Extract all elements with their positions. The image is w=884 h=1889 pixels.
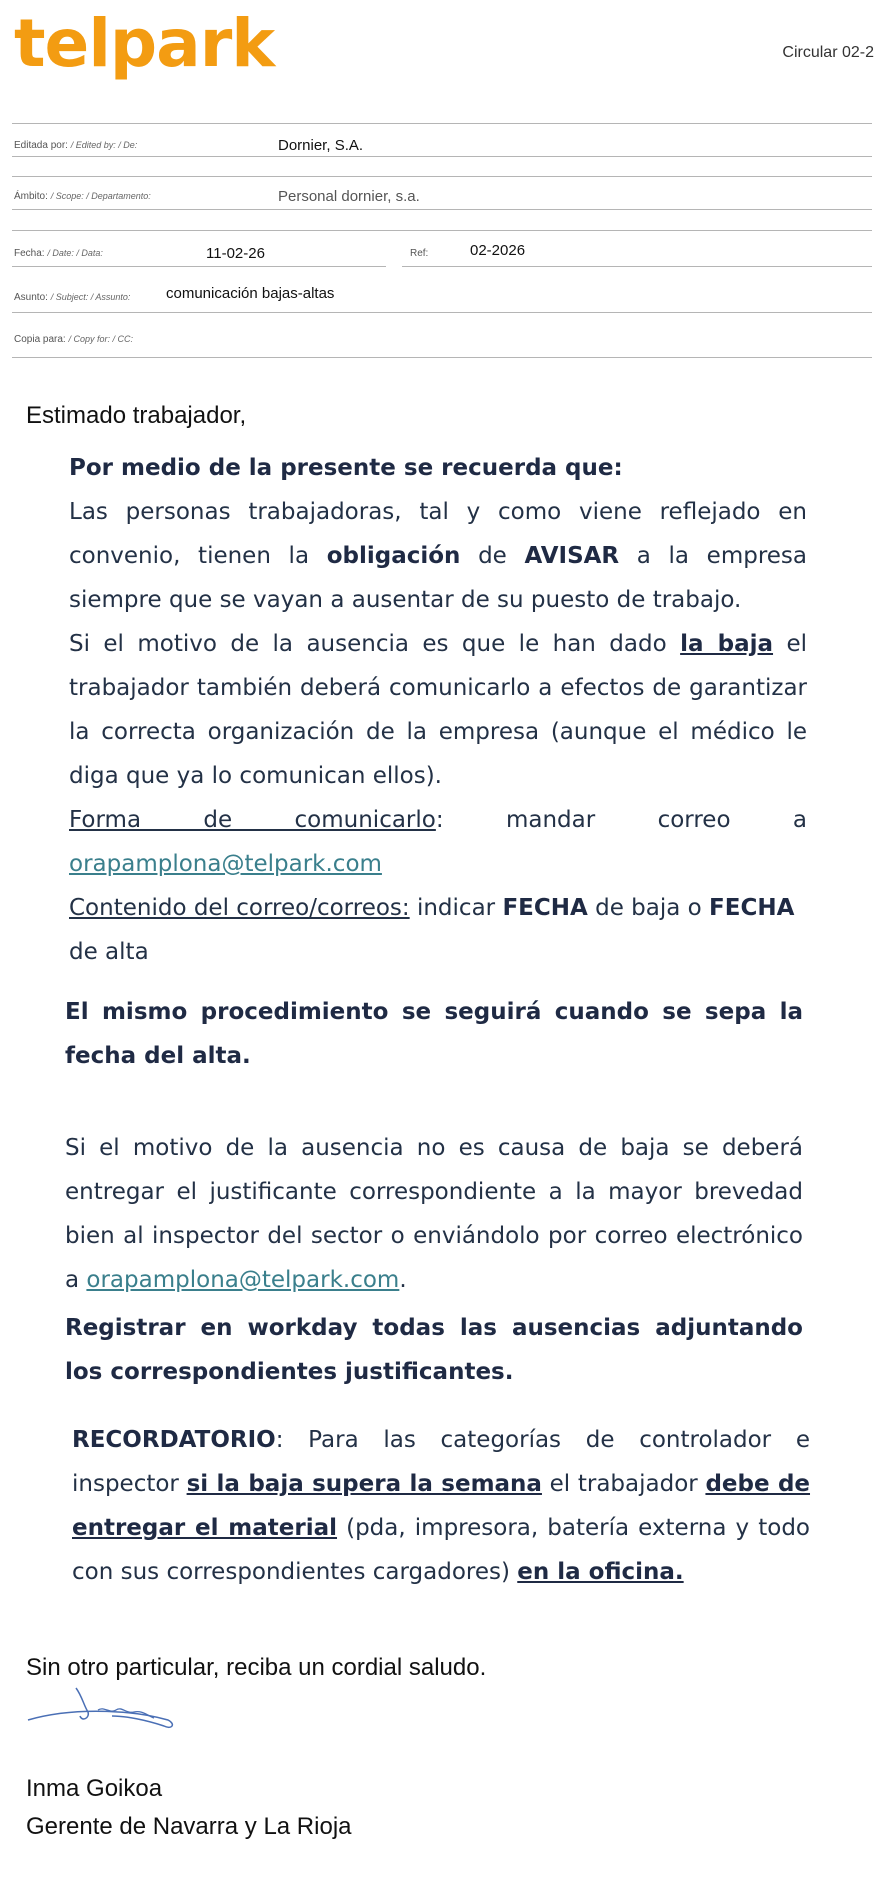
signer-title: Gerente de Navarra y La Rioja: [26, 1813, 352, 1840]
p4-d: de alta: [69, 939, 149, 965]
date-value: 11-02-26: [206, 245, 265, 262]
p6-b: .: [399, 1267, 407, 1293]
divider: [12, 209, 872, 210]
signature-image: [26, 1680, 186, 1740]
edited-by-label-main: Editada por:: [14, 140, 68, 151]
subject-label-alt: / Subject: / Assunto:: [50, 292, 131, 302]
ref-value: 02-2026: [470, 242, 526, 259]
p4-c: de baja o: [587, 895, 710, 921]
p1-d: a la empresa siempre que se vayan a ausentar de su puesto de trabajo.: [69, 543, 808, 613]
p8-a: : Para las categorías de controlador e inspector: [72, 1427, 810, 1497]
paragraph-obligation: [69, 490, 807, 622]
closing: Sin otro particular, reciba un cordial saludo.: [26, 1654, 487, 1681]
date-label-alt: / Date: / Data:: [47, 248, 103, 258]
p8-bu1: si la baja supera la semana: [186, 1471, 542, 1497]
p4-b2: FECHA: [709, 895, 795, 921]
edited-by-label: [14, 140, 137, 151]
email-link-2[interactable]: orapamplona@telpark.com: [86, 1267, 400, 1293]
p8-d: (pda, impresora, batería externa y todo con sus correspondientes cargadores): [72, 1515, 810, 1585]
subject-value: comunicación bajas-altas: [166, 285, 335, 302]
letter-heading: [69, 446, 807, 490]
paragraph-workday: [65, 1306, 803, 1394]
subject-label-main: Asunto:: [14, 292, 48, 303]
p4-a: indicar: [409, 895, 503, 921]
circular-number: Circular 02-2: [782, 44, 874, 61]
copy-label-main: Copia para:: [14, 334, 66, 345]
divider: [12, 176, 872, 177]
scope-label-alt: / Scope: / Departamento:: [50, 191, 151, 201]
divider: [12, 357, 872, 358]
paragraph-baja: [69, 622, 807, 798]
date-label-main: Fecha:: [14, 248, 45, 259]
paragraph-procedimiento: [65, 990, 803, 1078]
paragraph-justificante: [65, 1126, 803, 1302]
scope-value: Personal dornier, s.a.: [278, 188, 420, 205]
p2-a: Si el motivo de la ausencia es que le han dado: [69, 631, 681, 657]
p4-b1: FECHA: [502, 895, 588, 921]
p1-b2: AVISAR: [524, 543, 620, 569]
divider: [402, 266, 872, 267]
p5-text: El mismo procedimiento se seguirá cuando se sepa la fecha del alta.: [65, 999, 803, 1069]
divider: [12, 312, 872, 313]
p4-u1: Contenido del correo/correos:: [69, 895, 410, 921]
paragraph-forma: [69, 798, 807, 886]
p1-b1: obligación: [326, 543, 461, 569]
greeting: Estimado trabajador,: [26, 402, 247, 429]
divider: [12, 230, 872, 231]
p8-bu2: debe de entregar el material: [72, 1471, 811, 1541]
telpark-logo: telpark: [14, 5, 275, 82]
signer-block: [26, 1770, 352, 1846]
email-link[interactable]: orapamplona@telpark.com: [69, 851, 382, 877]
p1-a: Las personas trabajadoras, tal y como viene reflejado en convenio, tienen la: [69, 499, 807, 569]
p1-c: de: [460, 543, 525, 569]
scope-label: [14, 191, 151, 202]
divider: [12, 156, 872, 157]
p8-bu3: en la oficina.: [517, 1559, 684, 1585]
edited-by-label-alt: / Edited by: / De:: [70, 140, 138, 150]
ref-label-main: Ref:: [410, 248, 429, 259]
p8-c: el trabajador: [541, 1471, 706, 1497]
ref-label: [410, 248, 428, 259]
divider: [12, 123, 872, 124]
p7-text: Registrar en workday todas las ausencias adjuntando los correspondientes justificantes.: [65, 1315, 803, 1385]
p8-b1: RECORDATORIO: [72, 1427, 276, 1453]
divider: [12, 266, 386, 267]
letter-heading-text: Por medio de la presente se recuerda que:: [69, 455, 623, 481]
date-label: [14, 248, 103, 259]
p2-b1: la baja: [680, 631, 774, 657]
copy-label-alt: / Copy for: / CC:: [68, 334, 134, 344]
p6-a: Si el motivo de la ausencia no es causa de baja se deberá entregar el justificante correspondiente a la mayor brevedad bien al inspector del sector o enviándolo por correo electrónico a: [65, 1135, 803, 1293]
p2-c: el trabajador también deberá comunicarlo a efectos de garantizar la correcta organización de la empresa (aunque el médico le diga que ya lo comunican ellos).: [69, 631, 807, 789]
p3-a: : mandar correo a: [435, 807, 807, 833]
paragraph-contenido: [69, 886, 807, 974]
paragraph-recordatorio: [72, 1418, 810, 1594]
signer-name: Inma Goikoa: [26, 1775, 163, 1802]
copy-label: [14, 334, 133, 345]
subject-label: [14, 292, 130, 303]
p3-u1: Forma de comunicarlo: [69, 807, 436, 833]
edited-by-value: Dornier, S.A.: [278, 137, 364, 154]
scope-label-main: Ámbito:: [14, 191, 48, 202]
